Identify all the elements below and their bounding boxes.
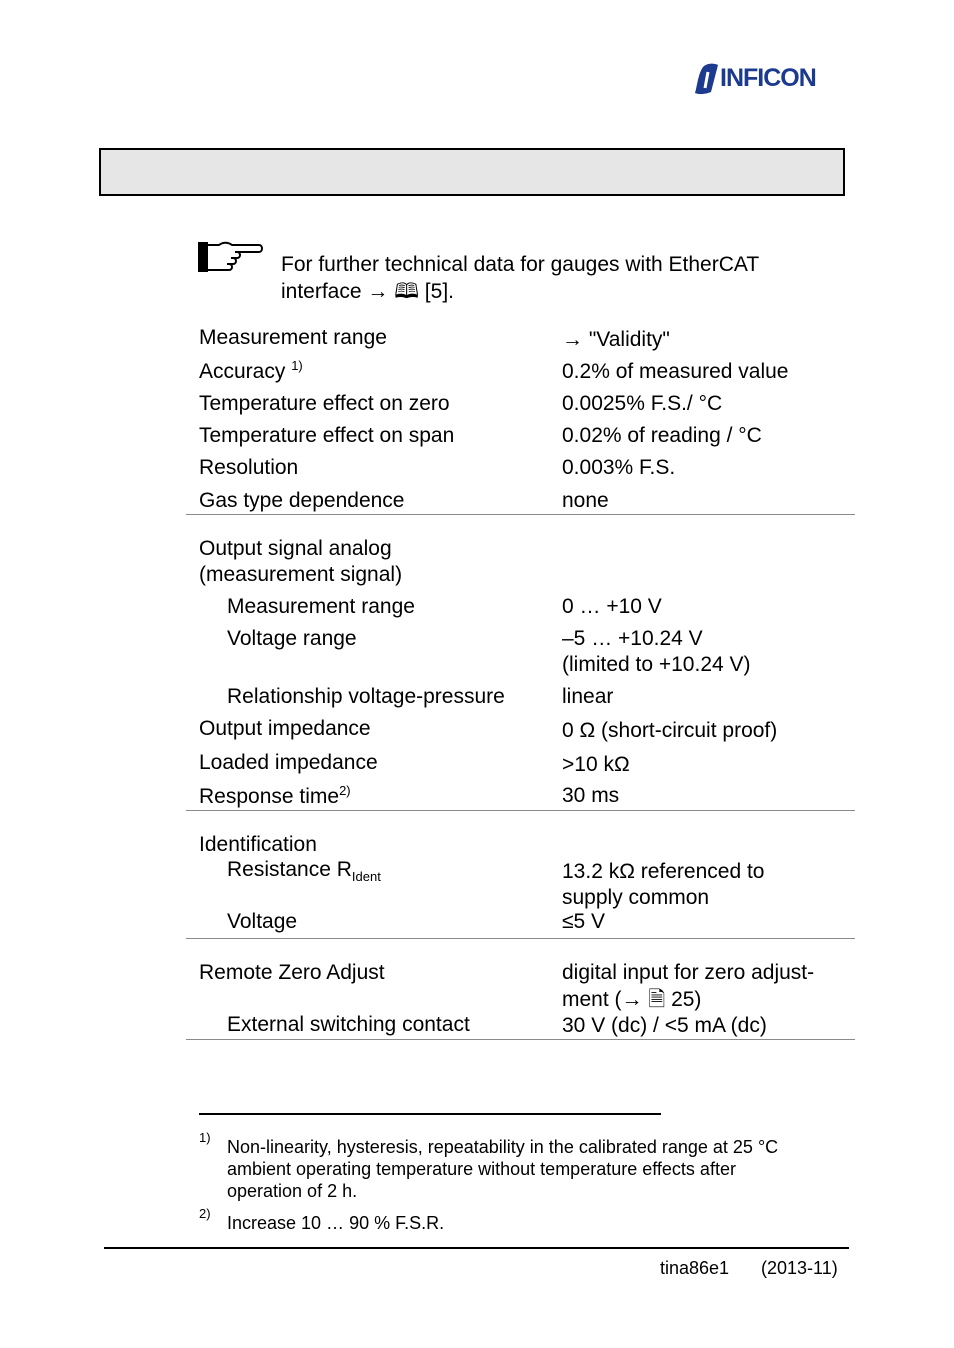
value-remote-zero-1: digital input for zero adjust-: [562, 961, 815, 984]
value-measurement-range[interactable]: → "Validity": [562, 328, 670, 351]
value-output-impedance: 0 Ω (short-circuit proof): [562, 719, 778, 742]
value-resistance-2: supply common: [562, 886, 710, 909]
label-response-time-text: Response time: [199, 785, 340, 808]
label-loaded-impedance: Loaded impedance: [199, 751, 378, 774]
inficon-logo-mark: [694, 62, 720, 96]
label-temp-span: Temperature effect on span: [199, 424, 455, 447]
label-accuracy-text: Accuracy: [199, 360, 286, 383]
section-header-box: [99, 148, 845, 196]
pointing-hand-icon: [197, 240, 265, 274]
footnote-2: Increase 10 … 90 % F.S.R.: [227, 1213, 445, 1233]
divider-1: [186, 514, 855, 515]
footer-doc-id: tina86e1: [660, 1258, 730, 1278]
footnote-1-mark: 1): [199, 1130, 211, 1145]
value-meas-range-2: 0 … +10 V: [562, 595, 662, 618]
value-resistance-1: 13.2 kΩ referenced to: [562, 860, 765, 883]
label-meas-range-2: Measurement range: [227, 595, 415, 618]
divider-3: [186, 938, 855, 939]
label-output-analog-sub: (measurement signal): [199, 563, 403, 586]
value-remote-zero-2[interactable]: ment (→ 🗎 25): [562, 988, 702, 1011]
inficon-logo: [694, 62, 846, 98]
brand-name: INFICON: [720, 64, 816, 92]
value-gas-type: none: [562, 489, 609, 512]
value-resolution: 0.003% F.S.: [562, 456, 676, 479]
value-loaded-impedance: >10 kΩ: [562, 753, 630, 776]
response-time-footnote-mark: 2): [339, 783, 351, 798]
note-line-1: For further technical data for gauges with EtherCAT: [281, 253, 760, 276]
label-resistance-text: Resistance R: [227, 858, 352, 881]
value-voltage-range-1: –5 … +10.24 V: [562, 627, 703, 650]
divider-2: [186, 810, 855, 811]
label-ext-switch: External switching contact: [227, 1013, 470, 1036]
value-voltage: ≤5 V: [562, 910, 606, 933]
value-accuracy: 0.2% of measured value: [562, 360, 789, 383]
label-relationship: Relationship voltage-pressure: [227, 685, 505, 708]
label-remote-zero: Remote Zero Adjust: [199, 961, 385, 984]
label-response-time: [199, 784, 351, 810]
label-temp-zero: Temperature effect on zero: [199, 392, 450, 415]
footer-date: (2013-11): [761, 1258, 838, 1278]
resistance-subscript: Ident: [351, 869, 381, 885]
note-text: [281, 251, 759, 305]
label-accuracy: [199, 359, 303, 385]
label-output-analog: Output signal analog: [199, 537, 392, 560]
footnote-1: [227, 1136, 778, 1202]
value-response-time: 30 ms: [562, 784, 620, 807]
label-gas-type: Gas type dependence: [199, 489, 405, 512]
label-voltage-range: Voltage range: [227, 627, 357, 650]
label-measurement-range: Measurement range: [199, 326, 387, 349]
value-relationship: linear: [562, 685, 614, 708]
label-output-impedance: Output impedance: [199, 717, 371, 740]
value-temp-span: 0.02% of reading / °C: [562, 424, 762, 447]
label-resolution: Resolution: [199, 456, 299, 479]
divider-4: [186, 1039, 855, 1040]
note-line-2: interface → 🕮 [5].: [281, 280, 454, 303]
value-voltage-range-2: (limited to +10.24 V): [562, 653, 751, 676]
label-resistance: [227, 857, 381, 883]
footnote-rule: [199, 1113, 661, 1115]
footer-rule: [104, 1247, 849, 1249]
label-voltage: Voltage: [227, 910, 298, 933]
accuracy-footnote-mark: 1): [291, 358, 303, 373]
footnote-1-line-3: operation of 2 h.: [227, 1181, 358, 1201]
footnote-1-line-2: ambient operating temperature without temperature effects after: [227, 1159, 736, 1179]
value-temp-zero: 0.0025% F.S./ °C: [562, 392, 723, 415]
label-identification: Identification: [199, 833, 317, 856]
value-ext-switch: 30 V (dc) / <5 mA (dc): [562, 1014, 767, 1037]
footnote-1-line-1: Non-linearity, hysteresis, repeatability in the calibrated range at 25 °C: [227, 1137, 779, 1157]
footnote-2-mark: 2): [199, 1206, 211, 1221]
